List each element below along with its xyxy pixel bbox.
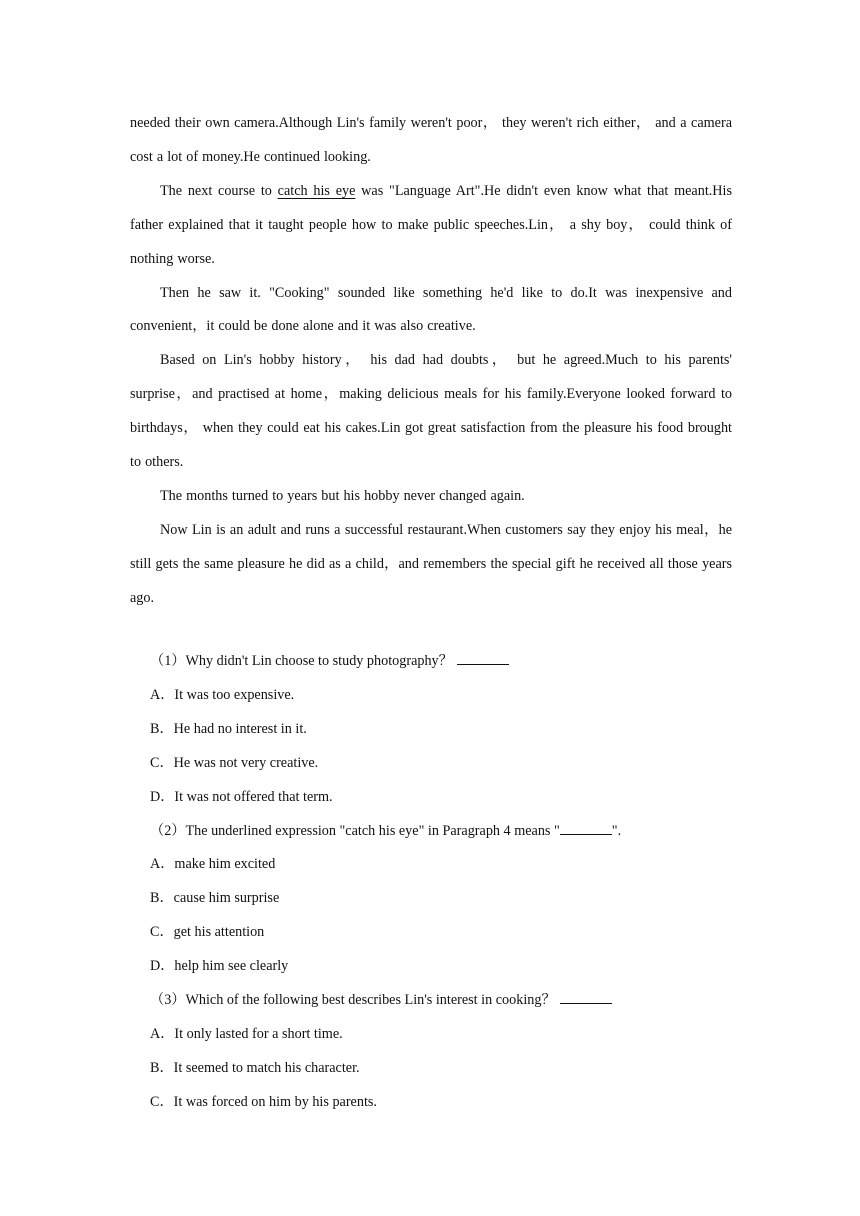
question-list [150,645,732,1120]
paragraph-2 [130,175,732,277]
question-3-text: （3）Which of the following best describes Lin's interest in cooking？ [150,992,556,1009]
question-2-text-after: ". [611,822,622,839]
reading-passage [130,107,732,616]
paragraph-3: Then he saw it. "Cooking" sounded like something he'd like to do.It was inexpensive and convenient，it could be done alone and it was also creative. [130,284,732,335]
question-2-option-a[interactable]: A．make him excited [150,856,276,873]
answer-blank-1[interactable] [457,652,509,665]
paragraph-1: needed their own camera.Although Lin's family weren't poor， they weren't rich either， and a camera cost a lot of money.He continued looking. [130,115,732,165]
question-1-option-b[interactable]: B．He had no interest in it. [150,720,307,737]
question-2-option-d[interactable]: D．help him see clearly [150,958,289,975]
paragraph-2-text-after: was "Language Art".He didn't even know what that meant.His father explained that it taught people how to make public speeches.Lin， a shy boy， could think of nothing worse. [130,182,733,267]
paragraph-6: Now Lin is an adult and runs a successful restaurant.When customers say they enjoy his meal，he still gets the same pleasure he did as a child，and remembers the special gift he received all those years ago. [130,521,732,606]
question-1-stem [150,645,732,679]
question-3-option-a[interactable]: A．It only lasted for a short time. [150,1025,343,1042]
question-1-option-d[interactable]: D．It was not offered that term. [150,788,333,805]
question-1-option-a[interactable]: A．It was too expensive. [150,686,295,703]
question-1-option-c[interactable]: C．He was not very creative. [150,754,319,771]
question-3-option-c[interactable]: C．It was forced on him by his parents. [150,1093,377,1110]
question-2-option-b[interactable]: B．cause him surprise [150,890,280,907]
answer-blank-3[interactable] [560,991,612,1004]
paragraph-5: The months turned to years but his hobby never changed again. [160,487,525,504]
paragraph-4: Based on Lin's hobby history， his dad had doubts， but he agreed.Much to his parents' surprise，and practised at home，making delicious meals for his family.Everyone looked forward to birthdays， when they could eat his cakes.Lin got great satisfaction from the pleasure his food brought to others. [130,352,732,471]
question-3-option-b[interactable]: B．It seemed to match his character. [150,1059,360,1076]
question-2-stem [150,815,732,849]
answer-blank-2[interactable] [560,822,612,835]
paragraph-2-text-before: The next course to [160,182,278,199]
question-2-text-before: （2）The underlined expression "catch his eye" in Paragraph 4 means " [150,822,560,839]
underlined-expression: catch his eye [277,182,356,199]
question-2-option-c[interactable]: C．get his attention [150,924,265,941]
question-1-text: （1）Why didn't Lin choose to study photography？ [150,653,453,669]
question-3-stem [150,984,732,1018]
